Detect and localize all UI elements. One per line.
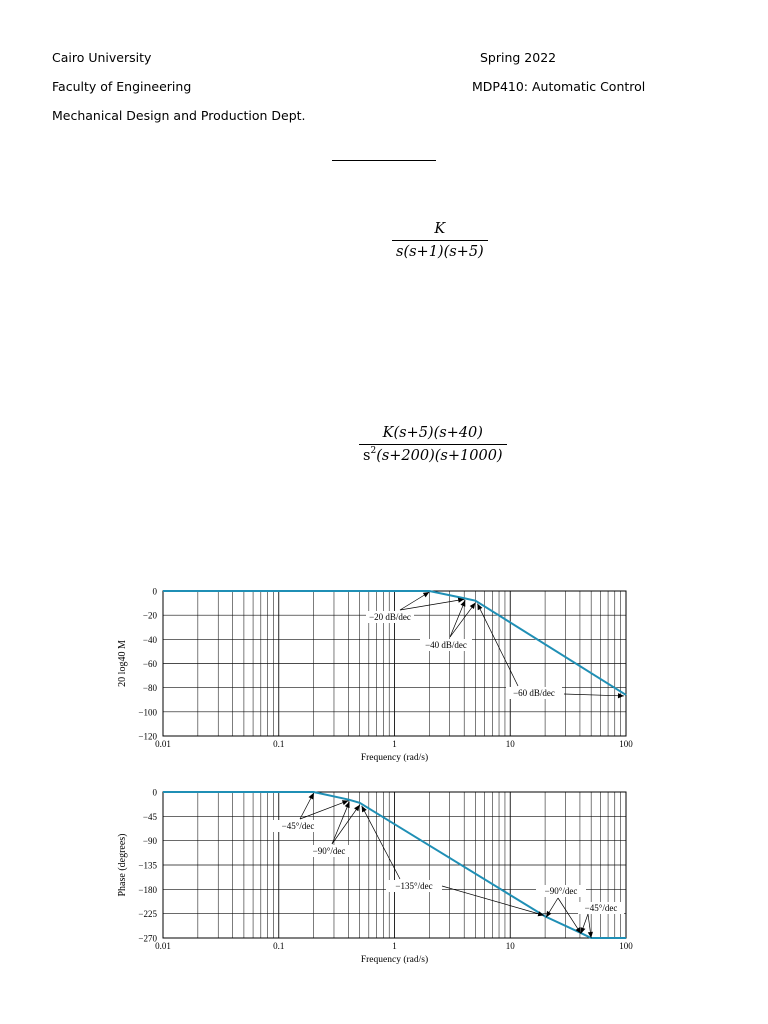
mag-x-tick-label: 0.01 xyxy=(155,739,171,749)
mag-x-tick-label: 1 xyxy=(392,739,397,749)
mag-y-axis-label: 20 log40 M xyxy=(117,640,128,687)
phase-ptr-135-b-line xyxy=(442,886,544,915)
mag-ptr-40db-b-head xyxy=(470,603,476,609)
phase-x-tick-label: 1 xyxy=(392,941,397,951)
mag-annotation-40db: −40 dB/dec xyxy=(425,640,467,650)
course-title: MDP410: Automatic Control xyxy=(472,79,646,94)
phase-x-tick-label: 100 xyxy=(619,941,633,951)
phase-x-tick-label: 0.1 xyxy=(273,941,285,951)
mag-annotation-60db: −60 dB/dec xyxy=(513,688,555,698)
mag-ptr-20db-a-head xyxy=(423,592,429,597)
mag-y-tick-label: −60 xyxy=(142,659,157,669)
phase-bode-plot xyxy=(100,782,645,982)
mag-x-tick-label: 10 xyxy=(505,739,515,749)
mag-ptr-20db-b-line xyxy=(400,599,464,610)
phase-annotation-90-low: −90°/dec xyxy=(312,846,346,856)
mag-annotation-20db: −20 dB/dec xyxy=(369,612,411,622)
phase-y-tick-label: −225 xyxy=(138,909,157,920)
phase-y-tick-label: −45 xyxy=(142,811,157,822)
mag-x-axis-label: Frequency (rad/s) xyxy=(360,753,429,763)
university-name: Cairo University xyxy=(52,50,152,65)
mag-y-tick-label: −20 xyxy=(142,610,157,621)
transfer-function-1 xyxy=(392,221,488,260)
title-rule xyxy=(332,160,436,161)
mag-y-tick-label: −120 xyxy=(138,731,157,742)
mag-y-tick-label: 0 xyxy=(152,586,157,597)
phase-annotation-135: −135°/dec xyxy=(395,881,433,891)
tf1-denominator: s(s+1)(s+5) xyxy=(392,240,488,260)
phase-y-tick-label: 0 xyxy=(152,787,157,798)
tf1-numerator: K xyxy=(434,221,446,237)
mag-y-tick-label: −40 xyxy=(142,634,157,645)
phase-ptr-45-high-a-head xyxy=(581,927,586,934)
phase-y-tick-label: −90 xyxy=(142,836,157,847)
phase-x-axis-label: Frequency (rad/s) xyxy=(360,955,429,965)
phase-y-tick-label: −180 xyxy=(138,884,157,895)
phase-y-axis-label: Phase (degrees) xyxy=(117,833,128,897)
transfer-function-2 xyxy=(359,425,507,464)
phase-annotation-90-high: −90°/dec xyxy=(544,886,578,896)
mag-ptr-40db-b-line xyxy=(450,603,475,637)
tf2-numerator: K(s+5)(s+40) xyxy=(382,425,483,441)
tf2-denominator: $s^2(s+200)(s+1000)$ xyxy=(359,444,507,464)
faculty-name: Faculty of Engineering xyxy=(52,79,192,94)
magnitude-bode-plot xyxy=(100,580,645,775)
mag-x-tick-label: 100 xyxy=(619,739,633,749)
phase-annotation-45-low: −45°/dec xyxy=(281,821,315,831)
phase-x-tick-label: 10 xyxy=(505,941,515,951)
phase-y-tick-label: −270 xyxy=(138,933,157,944)
mag-x-tick-label: 0.1 xyxy=(273,739,285,749)
phase-x-tick-label: 0.01 xyxy=(155,941,171,951)
phase-ptr-90-high-a-head xyxy=(546,911,551,917)
phase-y-tick-label: −135 xyxy=(138,860,157,871)
mag-y-tick-label: −100 xyxy=(138,707,157,718)
department-name: Mechanical Design and Production Dept. xyxy=(52,108,306,123)
mag-y-tick-label: −80 xyxy=(142,683,157,694)
phase-ptr-90-low-b-head xyxy=(354,805,360,811)
term-label: Spring 2022 xyxy=(480,50,557,65)
mag-ptr-60db-a-line xyxy=(477,604,518,686)
phase-annotation-45-high: −45°/dec xyxy=(584,903,618,913)
